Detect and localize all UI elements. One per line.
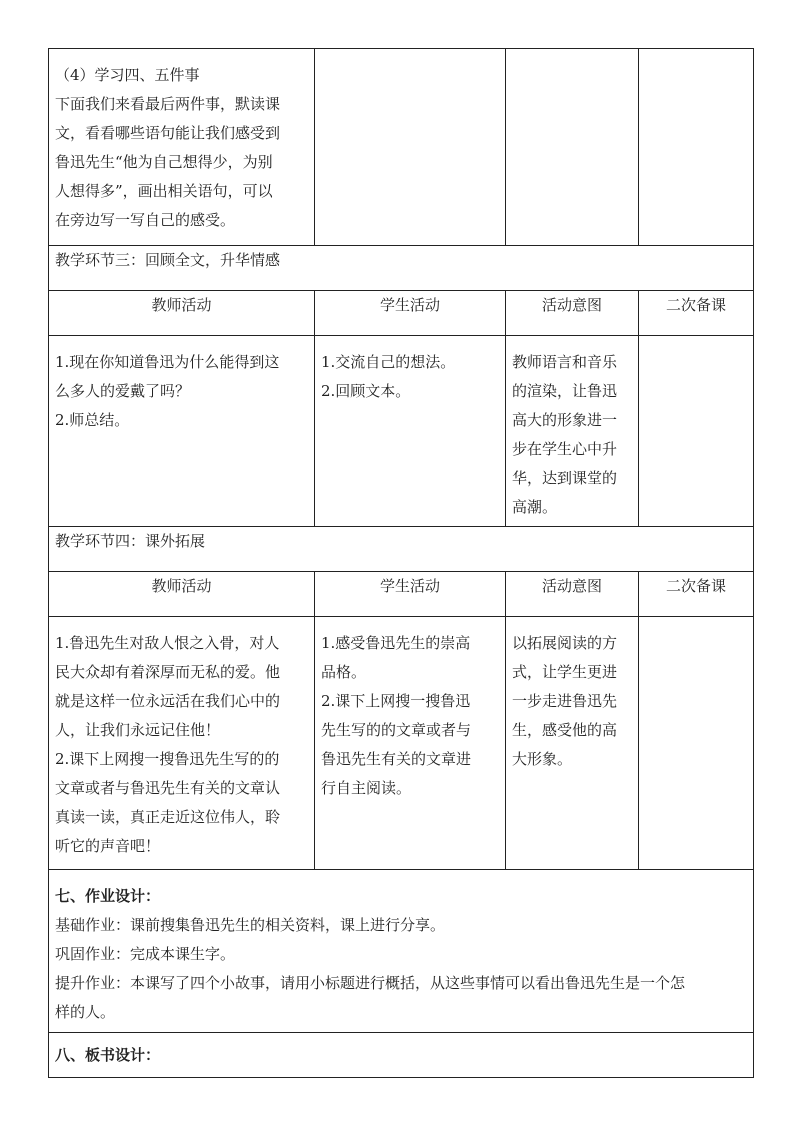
text-line: 下面我们来看最后两件事，默读课	[55, 95, 281, 113]
text-line: 基础作业：课前搜集鲁迅先生的相关资料，课上进行分享。	[55, 916, 446, 934]
section3-header-row	[49, 291, 754, 336]
text-line: 文章或者与鲁迅先生有关的文章认	[55, 779, 281, 797]
board-title: 八、板书设计：	[55, 1045, 161, 1064]
homework-cell	[49, 870, 754, 1033]
text-line: 听它的声音吧！	[55, 837, 161, 855]
homework-row	[49, 870, 754, 1033]
text-line: 1.现在你知道鲁迅为什么能得到这	[55, 353, 280, 371]
text-line: 大形象。	[512, 750, 573, 768]
text-line: 2.师总结。	[55, 411, 130, 429]
section4-teacher-cell	[49, 617, 315, 870]
text-line: 1.交流自己的想法。	[321, 353, 456, 371]
text-line: 1.感受鲁迅先生的崇高	[321, 634, 471, 652]
text-line: 民大众却有着深厚而无私的爱。他	[55, 663, 281, 681]
section-title: 教学环节四：课外拓展	[49, 527, 754, 572]
lesson-plan-table	[48, 48, 754, 1078]
section4-revision-cell	[639, 617, 754, 870]
text-line: 式，让学生更进	[512, 663, 618, 681]
section3-teacher-cell	[49, 336, 315, 527]
section3-intent-cell	[506, 336, 639, 527]
text-line: 高大的形象进一	[512, 411, 618, 429]
top-row	[49, 49, 754, 246]
top-teacher-cell	[49, 49, 315, 246]
column-header: 学生活动	[315, 572, 506, 617]
text-line: 教师语言和音乐	[512, 353, 618, 371]
column-header: 二次备课	[639, 291, 754, 336]
text-line: 巩固作业：完成本课生字。	[55, 945, 236, 963]
text-line: 华，达到课堂的	[512, 469, 618, 487]
section3-content-row	[49, 336, 754, 527]
section4-header-row	[49, 572, 754, 617]
text-line: 1.鲁迅先生对敌人恨之入骨，对人	[55, 634, 280, 652]
text-line: 生，感受他的高	[512, 721, 618, 739]
top-intent-cell	[506, 49, 639, 246]
text-line: 以拓展阅读的方	[512, 634, 618, 652]
text-line: 行自主阅读。	[321, 779, 412, 797]
section3-title-row	[49, 246, 754, 291]
text-line: 2.回顾文本。	[321, 382, 411, 400]
text-line: 2.课下上网搜一搜鲁迅先生写的的	[55, 750, 280, 768]
text-line: 样的人。	[55, 1003, 116, 1021]
section3-student-cell	[315, 336, 506, 527]
text-line: 鲁迅先生“他为自己想得少，为别	[55, 153, 273, 171]
text-line: 先生写的的文章或者与	[321, 721, 472, 739]
board-row	[49, 1033, 754, 1078]
column-header: 教师活动	[49, 291, 315, 336]
text-line: 么多人的爱戴了吗？	[55, 382, 191, 400]
text-line: 人，让我们永远记住他！	[55, 721, 221, 739]
text-line: 2.课下上网搜一搜鲁迅	[321, 692, 471, 710]
column-header: 活动意图	[506, 291, 639, 336]
text-line: 一步走进鲁迅先	[512, 692, 618, 710]
section-title: 教学环节三：回顾全文，升华情感	[49, 246, 754, 291]
top-revision-cell	[639, 49, 754, 246]
text-line: 鲁迅先生有关的文章进	[321, 750, 472, 768]
column-header: 活动意图	[506, 572, 639, 617]
text-line: 文，看看哪些语句能让我们感受到	[55, 124, 281, 142]
column-header: 二次备课	[639, 572, 754, 617]
text-line: 高潮。	[512, 498, 558, 516]
section4-content-row	[49, 617, 754, 870]
text-line: 的渲染，让鲁迅	[512, 382, 618, 400]
section4-title-row	[49, 527, 754, 572]
section3-revision-cell	[639, 336, 754, 527]
section4-student-cell	[315, 617, 506, 870]
text-line: 品格。	[321, 663, 367, 681]
column-header: 教师活动	[49, 572, 315, 617]
text-line: 人想得多”，画出相关语句，可以	[55, 182, 273, 200]
text-line: 步在学生心中升	[512, 440, 618, 458]
text-line: 就是这样一位永远活在我们心中的	[55, 692, 281, 710]
homework-title: 七、作业设计：	[55, 887, 161, 905]
column-header: 学生活动	[315, 291, 506, 336]
text-line: 真读一读，真正走近这位伟人，聆	[55, 808, 281, 826]
text-line: 提升作业：本课写了四个小故事，请用小标题进行概括，从这些事情可以看出鲁迅先生是一个怎	[55, 974, 686, 992]
top-student-cell	[315, 49, 506, 246]
text-line: （4）学习四、五件事	[55, 66, 200, 84]
section4-intent-cell	[506, 617, 639, 870]
text-line: 在旁边写一写自己的感受。	[55, 211, 236, 229]
board-cell	[49, 1033, 754, 1078]
